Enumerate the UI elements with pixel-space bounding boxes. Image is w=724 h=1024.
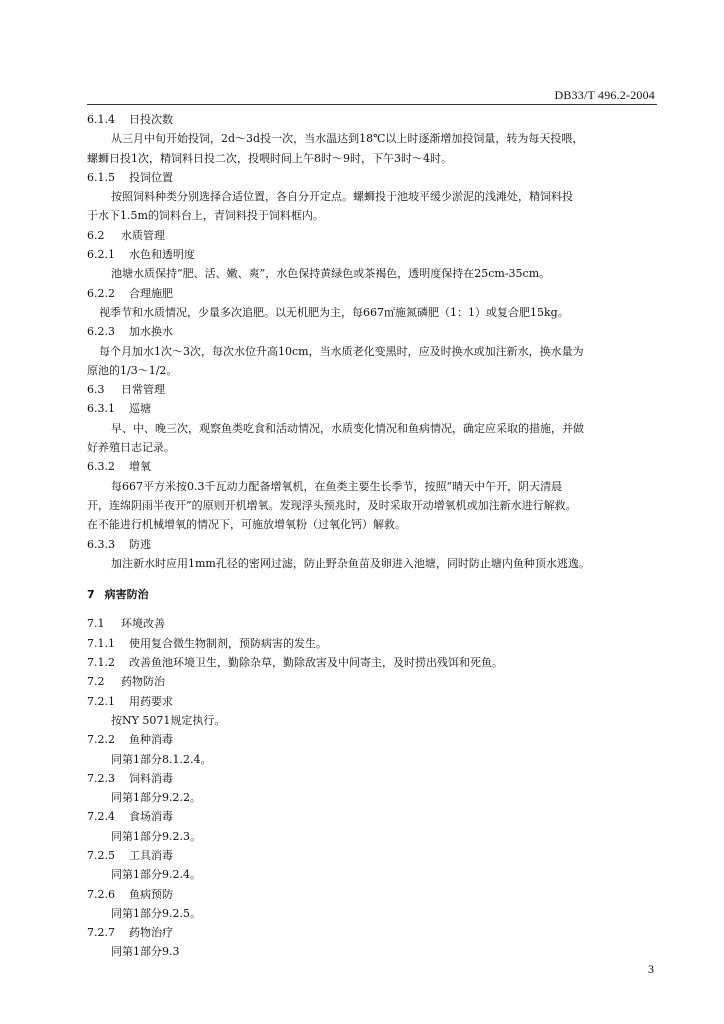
section-heading (87, 322, 659, 341)
heading-title: 鱼病预防 (129, 887, 173, 901)
paragraph-line: 同第1部分9.2.5。 (111, 906, 201, 920)
heading-title: 巡塘 (129, 402, 151, 416)
heading-number: 7.2.1 (87, 694, 115, 708)
heading-title: 药物防治 (121, 675, 165, 689)
paragraph-line: 按NY 5071规定执行。 (111, 713, 226, 727)
section-heading (87, 923, 659, 942)
heading-number: 7.1 (87, 617, 105, 631)
paragraph (87, 342, 659, 381)
paragraph (87, 554, 659, 573)
paragraph (87, 477, 659, 535)
paragraph-line: 原池的1/3～1/2。 (87, 363, 178, 377)
section-heading (87, 614, 659, 633)
paragraph (87, 264, 659, 283)
heading-number: 6.2 (87, 228, 105, 242)
heading-number: 7.2.6 (87, 887, 115, 901)
section-heading (87, 846, 659, 865)
heading-title: 水色和透明度 (129, 248, 195, 262)
heading-number: 7.2 (87, 675, 105, 689)
heading-number: 7.2.5 (87, 848, 115, 862)
heading-number: 6.2.1 (87, 248, 115, 262)
heading-title: 增氧 (129, 460, 151, 474)
heading-title: 食场消毒 (129, 810, 173, 824)
heading-title: 饲料消毒 (129, 771, 173, 785)
heading-title: 合理施肥 (129, 286, 173, 300)
section-heading (87, 692, 659, 711)
paragraph-line: 视季节和水质情况，少量多次追肥。以无机肥为主，每667㎡施氮磷肥（1：1）或复合肥15kg。 (99, 305, 569, 319)
paragraph (87, 187, 659, 226)
heading-number: 6.3.3 (87, 537, 115, 551)
paragraph (87, 942, 659, 961)
heading-number: 6.2.2 (87, 286, 115, 300)
paragraph (87, 419, 659, 458)
heading-title: 鱼种消毒 (129, 733, 173, 747)
heading-number: 6.2.3 (87, 325, 115, 339)
section-heading (87, 672, 659, 691)
heading-title: 加水换水 (129, 325, 173, 339)
paragraph-line: 好养殖日志记录。 (87, 441, 175, 455)
section-heading (87, 245, 659, 264)
section-heading (87, 284, 659, 303)
chapter-title: 病害防治 (104, 588, 149, 602)
section-heading (87, 380, 659, 399)
document-body (87, 110, 659, 962)
section-heading (87, 653, 659, 672)
paragraph-line: 从三月中旬开始投饲，2d～3d投一次，当水温达到18℃以上时逐渐增加投饲量，转为每天投喂， (111, 132, 584, 146)
paragraph (87, 865, 659, 884)
paragraph-line: 同第1部分9.2.4。 (111, 868, 201, 882)
paragraph-line: 同第1部分9.2.3。 (111, 829, 201, 843)
section-heading (87, 634, 659, 653)
paragraph-line: 加注新水时应用1mm孔径的密网过滤，防止野杂鱼苗及卵进入池塘，同时防止塘内鱼种顶水逃逸。 (111, 556, 590, 570)
section-heading (87, 457, 659, 476)
paragraph-line: 池塘水质保持“肥、活、嫩、爽”，水色保持黄绿色或茶褐色，透明度保持在25cm-35cm。 (111, 267, 551, 281)
heading-number: 7.1.2 (87, 656, 115, 670)
section-heading (87, 535, 659, 554)
heading-title: 水质管理 (121, 228, 165, 242)
heading-number: 7.1.1 (87, 636, 115, 650)
heading-title: 改善鱼池环境卫生，勤除杂草，勤除敌害及中间寄主，及时捞出残饵和死鱼。 (129, 656, 503, 670)
header-rule (87, 104, 657, 105)
paragraph (87, 303, 659, 322)
paragraph (87, 788, 659, 807)
section-heading (87, 399, 659, 418)
section-heading (87, 168, 659, 187)
heading-title: 使用复合微生物制剂，预防病害的发生。 (129, 636, 327, 650)
chapter-number: 7 (87, 588, 95, 602)
paragraph (87, 129, 659, 168)
heading-title: 日投次数 (129, 113, 173, 126)
paragraph-line: 每个月加水1次～3次，每次水位升高10cm，当水质老化变黑时，应及时换水或加注新水，换水量为 (99, 344, 584, 358)
paragraph-line: 早、中、晚三次，观察鱼类吃食和活动情况，水质变化情况和鱼病情况，确定应采取的措施，并做 (111, 421, 584, 435)
heading-title: 药物治疗 (129, 926, 173, 940)
paragraph-line: 同第1部分8.1.2.4。 (111, 752, 212, 766)
heading-number: 6.3.1 (87, 402, 115, 416)
paragraph-line: 每667平方米按0.3千瓦动力配备增氧机，在鱼类主要生长季节，按照“晴天中午开，阴天清晨 (111, 479, 563, 493)
heading-title: 环境改善 (121, 617, 165, 631)
paragraph (87, 711, 659, 730)
paragraph-line: 螺蛳日投1次，精饲料日投二次，投喂时间上午8时～9时，下午3时～4时。 (87, 151, 452, 165)
paragraph-line: 按照饲料种类分别选择合适位置，各自分开定点。螺蛳投于池坡平缓少淤泥的浅滩处，精饲料投 (111, 190, 573, 204)
heading-number: 7.2.4 (87, 810, 115, 824)
paragraph-line: 于水下1.5m的饲料台上，青饲料投于饲料框内。 (87, 209, 324, 223)
section-heading (87, 769, 659, 788)
paragraph-line: 开，连绵阴雨半夜开”的原则开机增氧。发现浮头预兆时，及时采取开动增氧机或加注新水进行解救。 (87, 498, 577, 512)
heading-number: 6.3 (87, 383, 105, 397)
paragraph (87, 904, 659, 923)
heading-title: 工具消毒 (129, 848, 173, 862)
heading-number: 7.2.2 (87, 733, 115, 747)
standard-code: DB33/T 496.2-2004 (554, 88, 655, 102)
heading-title: 日常管理 (121, 383, 165, 397)
heading-number: 6.1.5 (87, 170, 115, 184)
paragraph-line: 同第1部分9.2.2。 (111, 791, 201, 805)
heading-number: 6.3.2 (87, 460, 115, 474)
paragraph-line: 在不能进行机械增氧的情况下，可施放增氧粉（过氧化钙）解救。 (87, 518, 406, 532)
chapter-heading (87, 585, 659, 604)
section-heading (87, 110, 659, 129)
heading-title: 防逃 (129, 537, 151, 551)
section-heading (87, 885, 659, 904)
section-heading (87, 226, 659, 245)
paragraph (87, 750, 659, 769)
heading-number: 7.2.3 (87, 771, 115, 785)
heading-number: 6.1.4 (87, 113, 115, 126)
section-heading (87, 807, 659, 826)
heading-title: 投饲位置 (129, 170, 173, 184)
paragraph (87, 827, 659, 846)
section-heading (87, 730, 659, 749)
heading-title: 用药要求 (129, 694, 173, 708)
page-number: 3 (648, 962, 654, 976)
paragraph-line: 同第1部分9.3 (111, 945, 180, 959)
heading-number: 7.2.7 (87, 926, 115, 940)
